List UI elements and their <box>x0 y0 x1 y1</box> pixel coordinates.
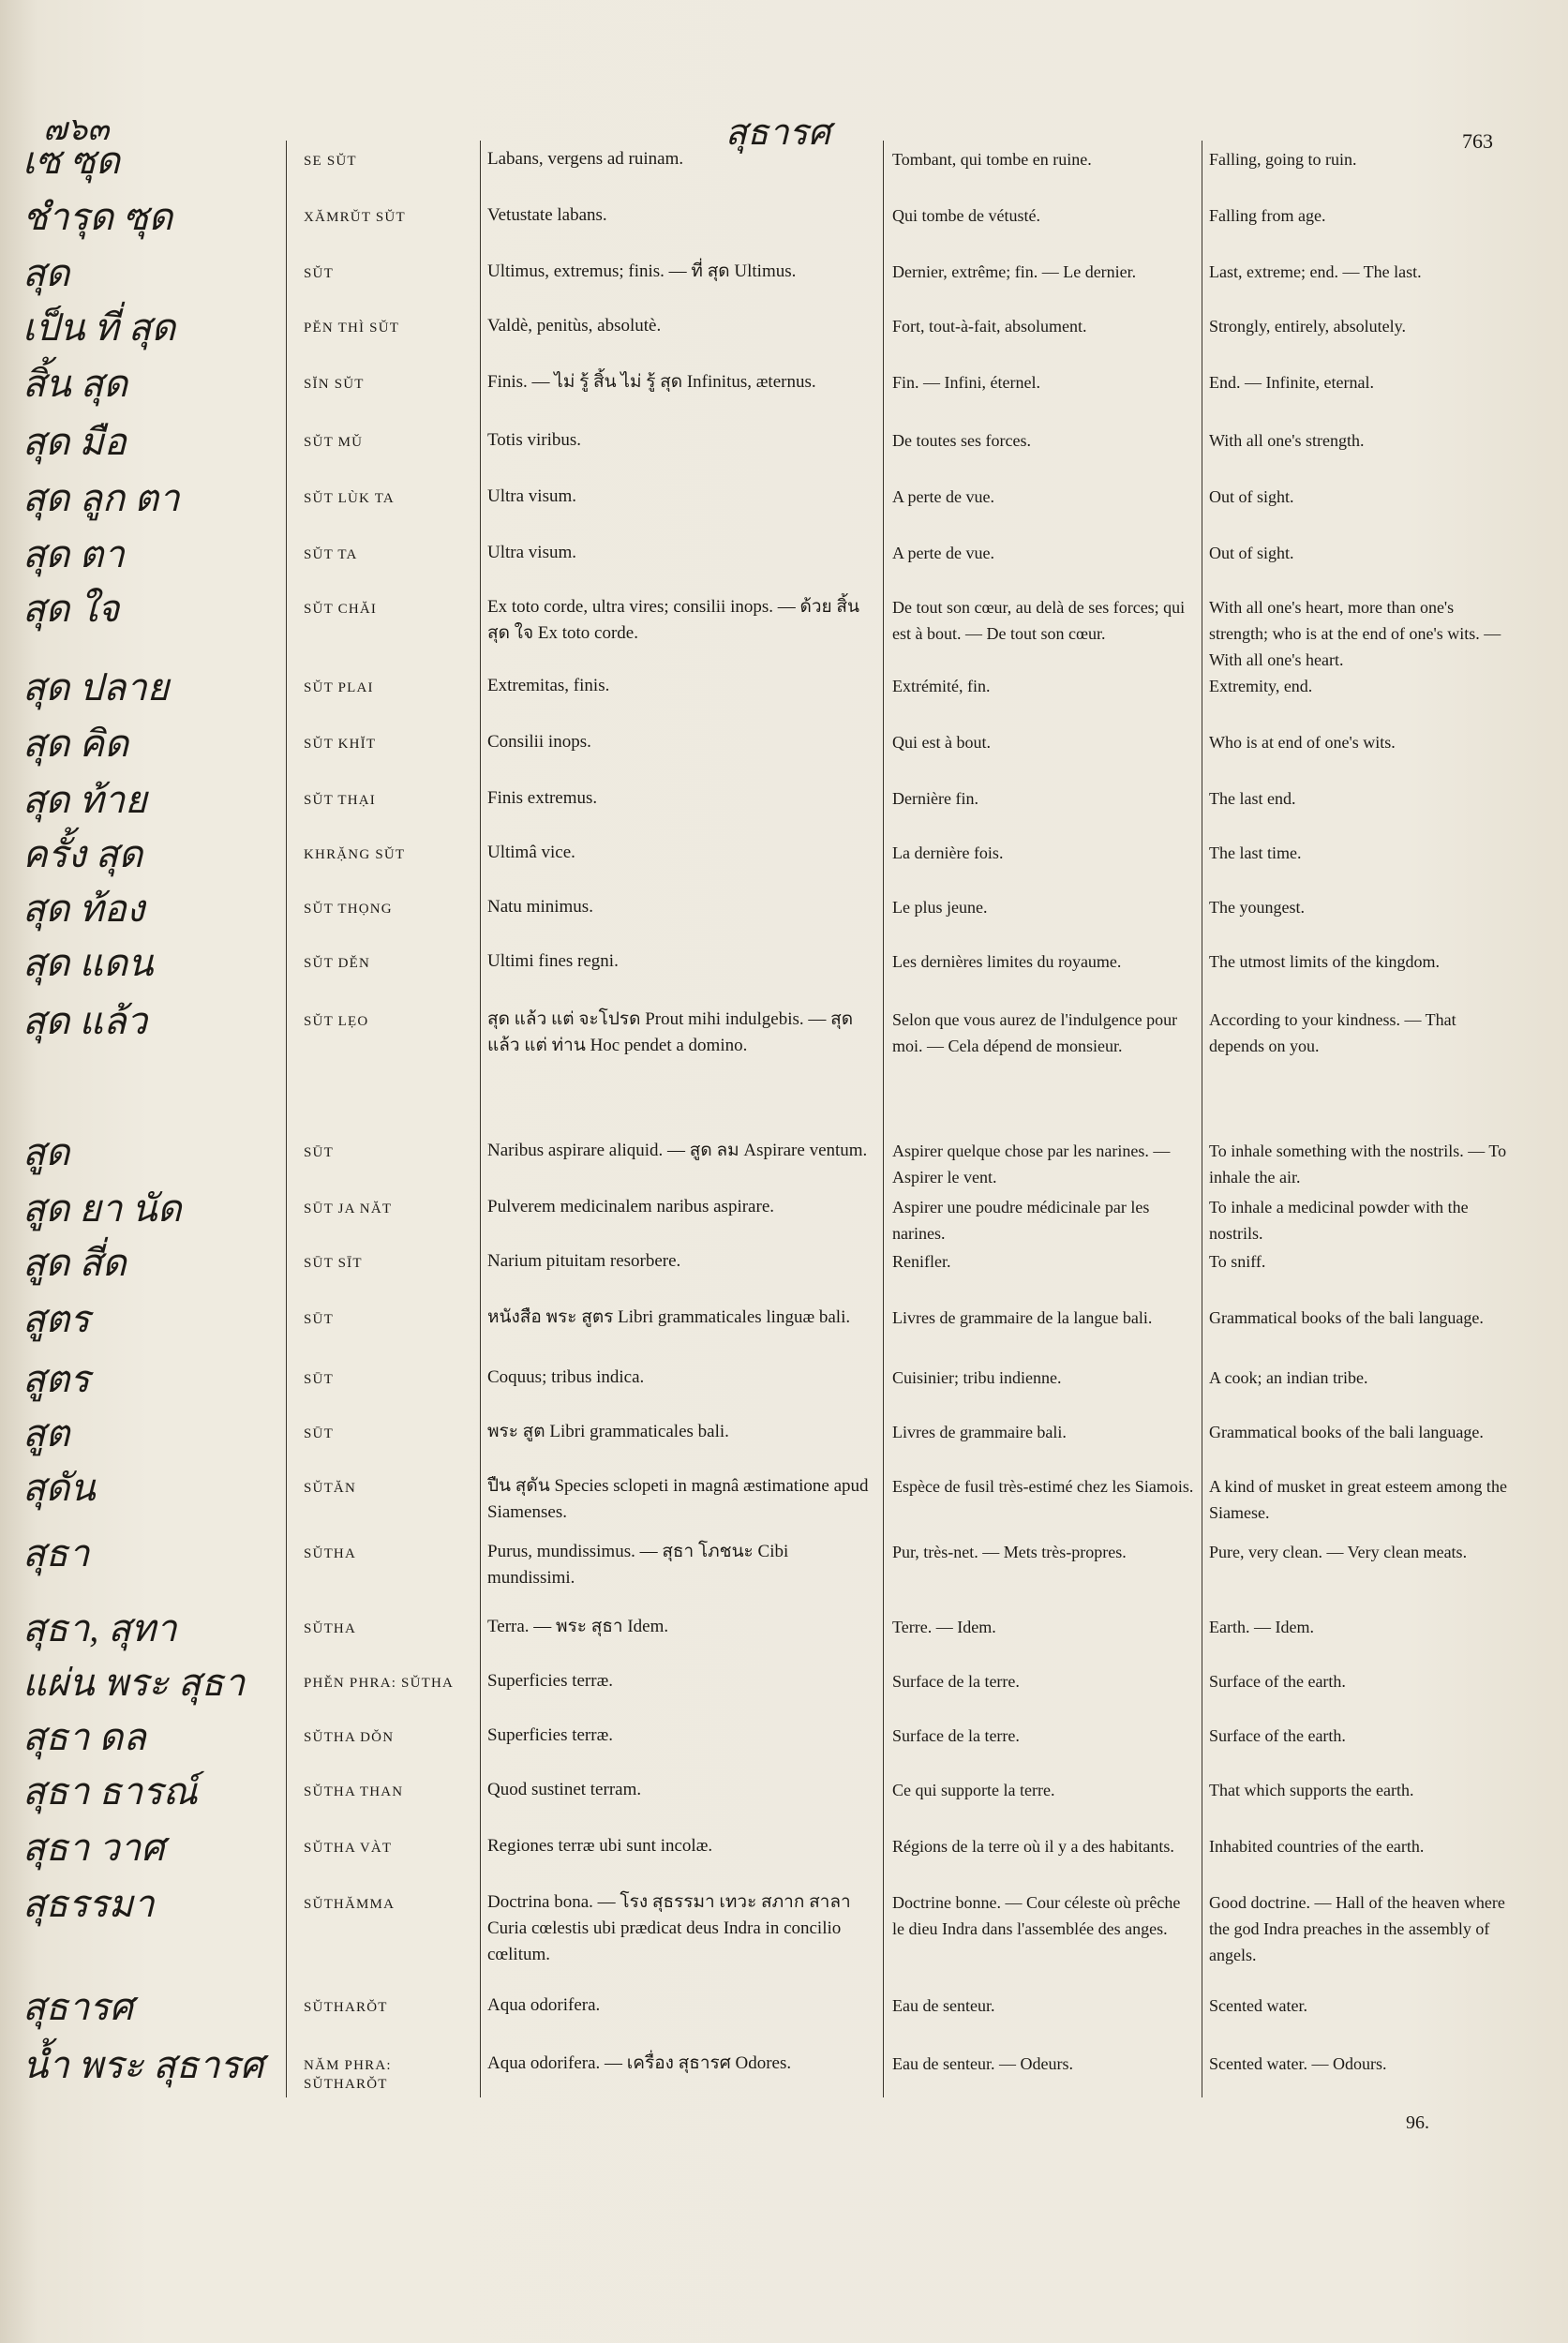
latin-definition: Aqua odorifera. — เครื่อง สุธารศ Odores. <box>487 2053 792 2073</box>
romanization: SŬT LÙK TA <box>304 491 395 506</box>
thai-headword: ครั้ง สุด <box>22 833 143 875</box>
latin-definition: พระ สูต Libri grammaticales bali. <box>487 1422 729 1441</box>
thai-headword: สูต <box>22 1412 70 1455</box>
french-definition: Le plus jeune. <box>892 898 988 917</box>
romanization: SŬTHA VÀT <box>304 1841 393 1856</box>
english-definition: Scented water. <box>1209 1996 1307 2015</box>
french-definition: Eau de senteur. — Odeurs. <box>892 2054 1073 2073</box>
latin-definition: Labans, vergens ad ruinam. <box>487 149 684 169</box>
romanization: SĬN SŬT <box>304 377 365 392</box>
column-rule <box>480 141 481 2097</box>
french-definition: A perte de vue. <box>892 487 994 506</box>
romanization: NĂM PHRA: SŬTHARŎT <box>304 2058 392 2092</box>
latin-definition: หนังสือ พระ สูตร Libri grammaticales linguæ bali. <box>487 1307 851 1327</box>
french-definition: Aspirer quelque chose par les narines. — Aspirer le vent. <box>892 1142 1171 1186</box>
thai-headword: สูตร <box>22 1358 90 1400</box>
latin-definition: Ex toto corde, ultra vires; consilii inops. — ด้วย สิ้น สุด ใจ Ex toto corde. <box>487 597 859 643</box>
french-definition: Qui tombe de vétusté. <box>892 206 1040 225</box>
french-definition: Renifler. <box>892 1252 951 1271</box>
thai-headword: สุด ลูก ตา <box>22 477 180 519</box>
english-definition: To sniff. <box>1209 1252 1266 1271</box>
thai-headword: สุธา วาศ <box>22 1827 165 1869</box>
thai-headword: สุธา, สุทา <box>22 1607 177 1649</box>
thai-headword: สิ้น สุด <box>22 363 128 405</box>
french-definition: Dernière fin. <box>892 789 978 808</box>
french-definition: Pur, très-net. — Mets très-propres. <box>892 1543 1127 1561</box>
latin-definition: Vetustate labans. <box>487 205 607 225</box>
french-definition: Surface de la terre. <box>892 1726 1020 1745</box>
romanization: SŬT CHĂI <box>304 602 378 617</box>
french-definition: Doctrine bonne. — Cour céleste où prêche le dieu Indra dans l'assemblée des anges. <box>892 1893 1181 1938</box>
romanization: SŬTHA THAN <box>304 1784 404 1799</box>
romanization: SŬT <box>304 266 334 281</box>
english-definition: Extremity, end. <box>1209 677 1313 695</box>
romanization: SŬTHARŎT <box>304 2000 388 2015</box>
thai-headword: สูตร <box>22 1298 90 1340</box>
romanization: SŪT <box>304 1426 334 1441</box>
latin-definition: Ultra visum. <box>487 543 576 562</box>
thai-headword: น้ำ พระ สุธารศ <box>22 2044 264 2086</box>
french-definition: Terre. — Idem. <box>892 1618 996 1636</box>
english-definition: The last end. <box>1209 789 1296 808</box>
latin-definition: ปืน สุดัน Species sclopeti in magnâ æstimatione apud Siamenses. <box>487 1476 869 1522</box>
thai-headword: สุด <box>22 252 70 294</box>
latin-definition: Ultimi fines regni. <box>487 951 619 971</box>
french-definition: A perte de vue. <box>892 544 994 562</box>
latin-definition: Ultimus, extremus; finis. — ที่ สุด Ultimus. <box>487 261 797 281</box>
latin-definition: Valdè, penitùs, absolutè. <box>487 316 662 336</box>
thai-headword: สุธา ดล <box>22 1716 146 1758</box>
column-rule <box>286 141 287 2097</box>
romanization: SŪT JA NĂT <box>304 1201 393 1216</box>
french-definition: Fort, tout-à-fait, absolument. <box>892 317 1087 336</box>
romanization: SŬTĂN <box>304 1481 357 1496</box>
romanization: SŬT MǓ <box>304 435 364 450</box>
latin-definition: Ultimâ vice. <box>487 843 575 862</box>
english-definition: Falling, going to ruin. <box>1209 150 1357 169</box>
english-definition: Grammatical books of the bali language. <box>1209 1423 1484 1441</box>
romanization: SŬT PLAI <box>304 680 374 695</box>
english-definition: Who is at end of one's wits. <box>1209 733 1396 752</box>
latin-definition: สุด แล้ว แต่ จะโปรด Prout mihi indulgebis. — สุด แล้ว แต่ ท่าน Hoc pendet a domino. <box>487 1009 854 1055</box>
latin-definition: Coquus; tribus indica. <box>487 1367 645 1387</box>
english-definition: That which supports the earth. <box>1209 1781 1414 1799</box>
thai-headword: สูด สี่ด <box>22 1242 127 1284</box>
english-definition: According to your kindness. — That depends on you. <box>1209 1010 1456 1055</box>
french-definition: La dernière fois. <box>892 843 1004 862</box>
romanization: SŬTHA DŎN <box>304 1730 395 1745</box>
romanization: XĂMRŬT SŬT <box>304 210 406 225</box>
romanization: SŪT SĪT <box>304 1256 363 1271</box>
romanization: SŪT <box>304 1312 334 1327</box>
romanization: SŬTHĂMMA <box>304 1897 396 1912</box>
thai-page-number: ๗๖๓ <box>43 112 110 147</box>
thai-headword: สุด มือ <box>22 421 127 463</box>
english-definition: Inhabited countries of the earth. <box>1209 1837 1425 1856</box>
thai-headword: สุด แดน <box>22 942 154 984</box>
romanization: SŬTHA <box>304 1546 357 1561</box>
column-rule <box>883 141 884 2097</box>
english-definition: With all one's strength. <box>1209 431 1365 450</box>
thai-headword: สุด แล้ว <box>22 1000 148 1042</box>
romanization: SŬT THỌNG <box>304 902 393 917</box>
french-definition: Extrémité, fin. <box>892 677 991 695</box>
romanization: SE SŬT <box>304 154 357 169</box>
english-definition: Last, extreme; end. — The last. <box>1209 262 1422 281</box>
french-definition: Qui est à bout. <box>892 733 991 752</box>
thai-headword: สุด ใจ <box>22 588 120 630</box>
english-definition: Scented water. — Odours. <box>1209 2054 1387 2073</box>
thai-headword: เซ ซุด <box>22 140 120 182</box>
french-definition: Espèce de fusil très-estimé chez les Siamois. <box>892 1477 1194 1496</box>
english-definition: Falling from age. <box>1209 206 1326 225</box>
latin-definition: Consilii inops. <box>487 732 591 752</box>
latin-definition: Narium pituitam resorbere. <box>487 1251 681 1271</box>
latin-definition: Superficies terræ. <box>487 1671 614 1691</box>
french-definition: Ce qui supporte la terre. <box>892 1781 1055 1799</box>
latin-definition: Doctrina bona. — โรง สุธรรมา เทวะ สภาก สาลา Curia cœlestis ubi prædicat deus Indra in concilio cœlitum. <box>487 1892 851 1964</box>
english-definition: The utmost limits of the kingdom. <box>1209 952 1440 971</box>
english-definition: A cook; an indian tribe. <box>1209 1368 1368 1387</box>
thai-headword: แผ่น พระ สุธา <box>22 1662 246 1704</box>
thai-headword: สูด ยา นัด <box>22 1187 182 1230</box>
latin-definition: Finis extremus. <box>487 788 598 808</box>
english-definition: Out of sight. <box>1209 487 1294 506</box>
romanization: SŪT <box>304 1372 334 1387</box>
latin-definition: Natu minimus. <box>487 897 593 917</box>
french-definition: De tout son cœur, au delà de ses forces; qui est à bout. — De tout son cœur. <box>892 598 1186 643</box>
romanization: PHĚN PHRA: SŬTHA <box>304 1676 455 1691</box>
english-definition: End. — Infinite, eternal. <box>1209 373 1374 392</box>
french-definition: Aspirer une poudre médicinale par les narines. <box>892 1198 1150 1243</box>
english-definition: Good doctrine. — Hall of the heaven where the god Indra preaches in the assembly of angels. <box>1209 1893 1505 1964</box>
french-definition: Régions de la terre où il y a des habitants. <box>892 1837 1174 1856</box>
thai-headword: ชำรุด ซุด <box>22 196 173 238</box>
romanization: PĔN THÌ SŬT <box>304 321 400 336</box>
english-definition: Pure, very clean. — Very clean meats. <box>1209 1543 1468 1561</box>
latin-definition: Regiones terræ ubi sunt incolæ. <box>487 1836 713 1856</box>
french-definition: Livres de grammaire bali. <box>892 1423 1067 1441</box>
page-number: 763 <box>1462 129 1493 153</box>
french-definition: Surface de la terre. <box>892 1672 1020 1691</box>
romanization: SŬTHA <box>304 1621 357 1636</box>
english-definition: With all one's heart, more than one's strength; who is at the end of one's wits. — With all one's heart. <box>1209 598 1501 669</box>
romanization: SŬT DĚN <box>304 956 371 971</box>
english-definition: Surface of the earth. <box>1209 1726 1346 1745</box>
latin-definition: Extremitas, finis. <box>487 676 610 695</box>
thai-headword: สุธรรมา <box>22 1883 155 1925</box>
latin-definition: Terra. — พระ สุธา Idem. <box>487 1617 669 1636</box>
english-definition: A kind of musket in great esteem among the Siamese. <box>1209 1477 1507 1522</box>
running-head: สุธารศ <box>724 113 831 153</box>
thai-headword: สุธา ธารณ์ <box>22 1770 198 1813</box>
english-definition: The last time. <box>1209 843 1302 862</box>
latin-definition: Totis viribus. <box>487 430 582 450</box>
latin-definition: Aqua odorifera. <box>487 1995 601 2015</box>
latin-definition: Pulverem medicinalem naribus aspirare. <box>487 1197 775 1216</box>
french-definition: Les dernières limites du royaume. <box>892 952 1122 971</box>
thai-headword: สุด คิด <box>22 723 129 765</box>
english-definition: Strongly, entirely, absolutely. <box>1209 317 1406 336</box>
french-definition: Fin. — Infini, éternel. <box>892 373 1040 392</box>
folio-number: 96. <box>1406 2112 1429 2133</box>
french-definition: Dernier, extrême; fin. — Le dernier. <box>892 262 1137 281</box>
thai-headword: สุธา <box>22 1532 90 1574</box>
thai-headword: เป็น ที่ สุด <box>22 306 176 349</box>
thai-headword: สุดัน <box>22 1467 96 1509</box>
french-definition: Cuisinier; tribu indienne. <box>892 1368 1062 1387</box>
english-definition: To inhale a medicinal powder with the nostrils. <box>1209 1198 1469 1243</box>
romanization: SŪT <box>304 1145 334 1160</box>
thai-headword: สูด <box>22 1131 70 1173</box>
romanization: SŬT TA <box>304 547 358 562</box>
english-definition: Out of sight. <box>1209 544 1294 562</box>
english-definition: The youngest. <box>1209 898 1305 917</box>
latin-definition: Ultra visum. <box>487 486 576 506</box>
french-definition: Tombant, qui tombe en ruine. <box>892 150 1092 169</box>
romanization: SŬT THẠI <box>304 793 376 808</box>
thai-headword: สุด ตา <box>22 533 125 575</box>
thai-headword: สุด ปลาย <box>22 666 170 709</box>
french-definition: Livres de grammaire de la langue bali. <box>892 1308 1153 1327</box>
latin-definition: Naribus aspirare aliquid. — สูด ลม Aspirare ventum. <box>487 1141 868 1160</box>
french-definition: Eau de senteur. <box>892 1996 995 2015</box>
french-definition: Selon que vous aurez de l'indulgence pour moi. — Cela dépend de monsieur. <box>892 1010 1178 1055</box>
french-definition: De toutes ses forces. <box>892 431 1031 450</box>
romanization: SŬT LẸO <box>304 1014 369 1029</box>
romanization: SŬT KHĬT <box>304 737 377 752</box>
latin-definition: Purus, mundissimus. — สุธา โภชนะ Cibi mundissimi. <box>487 1542 789 1588</box>
thai-headword: สุด ท้าย <box>22 779 147 821</box>
english-definition: To inhale something with the nostrils. — To inhale the air. <box>1209 1142 1507 1186</box>
latin-definition: Quod sustinet terram. <box>487 1780 642 1799</box>
english-definition: Surface of the earth. <box>1209 1672 1346 1691</box>
english-definition: Earth. — Idem. <box>1209 1618 1314 1636</box>
latin-definition: Superficies terræ. <box>487 1725 614 1745</box>
english-definition: Grammatical books of the bali language. <box>1209 1308 1484 1327</box>
latin-definition: Finis. — ไม่ รู้ สิ้น ไม่ รู้ สุด Infinitus, æternus. <box>487 372 816 392</box>
thai-headword: สุด ท้อง <box>22 888 145 930</box>
romanization: KHRẶNG SŬT <box>304 847 406 862</box>
thai-headword: สุธารศ <box>22 1986 134 2028</box>
